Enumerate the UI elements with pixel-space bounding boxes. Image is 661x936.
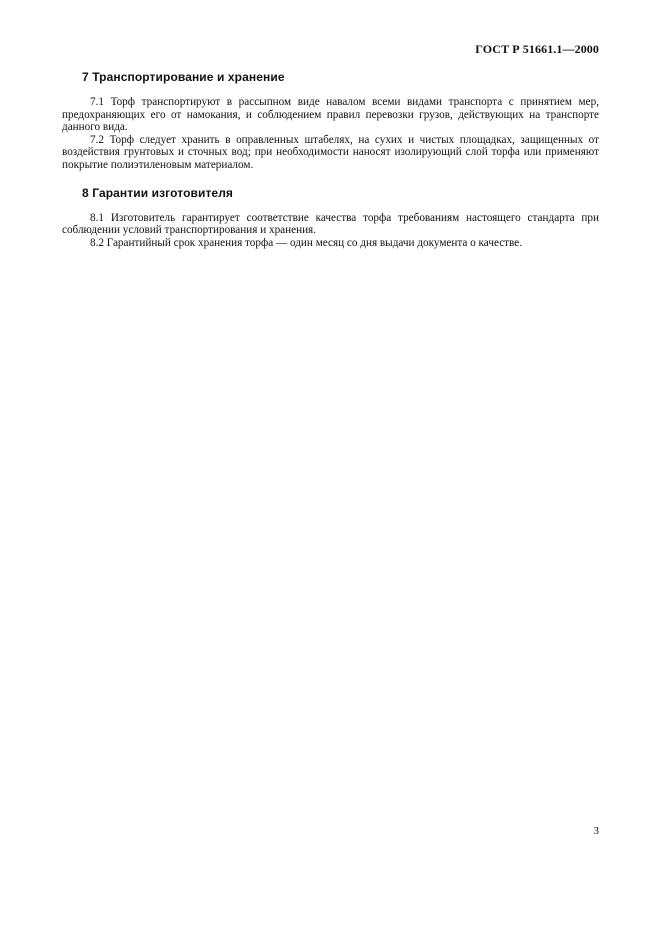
section-manufacturer-warranty [62,186,599,250]
page-number: 3 [593,825,599,837]
paragraph: 7.2 Торф следует хранить в оправленных штабелях, на сухих и чистых площадках, защищенных от воздействия грунтовых и сточных вод; при необходимости наносят изолирующий слой торфа или применяют покрытие полиэтиленовым материалом. [62,133,599,171]
standard-id-header: ГОСТ Р 51661.1—2000 [475,42,599,56]
section-transport-storage [62,70,599,172]
paragraph: 8.1 Изготовитель гарантирует соответствие качества торфа требованиям настоящего стандарта при соблюдении условий транспортирования и хранения. [62,211,599,237]
section-title: 8 Гарантии изготовителя [82,185,234,200]
document-body [62,70,599,263]
section-title: 7 Транспортирование и хранение [82,70,285,84]
paragraph: 8.2 Гарантийный срок хранения торфа — один месяц со дня выдачи документа о качестве. [90,236,523,249]
paragraph: 7.1 Торф транспортируют в рассыпном виде навалом всеми видами транспорта с принятием мер, предохраняющих его от намокания, и соблюдением правил перевозки грузов, действующих на транспорте данного вида. [62,96,599,134]
